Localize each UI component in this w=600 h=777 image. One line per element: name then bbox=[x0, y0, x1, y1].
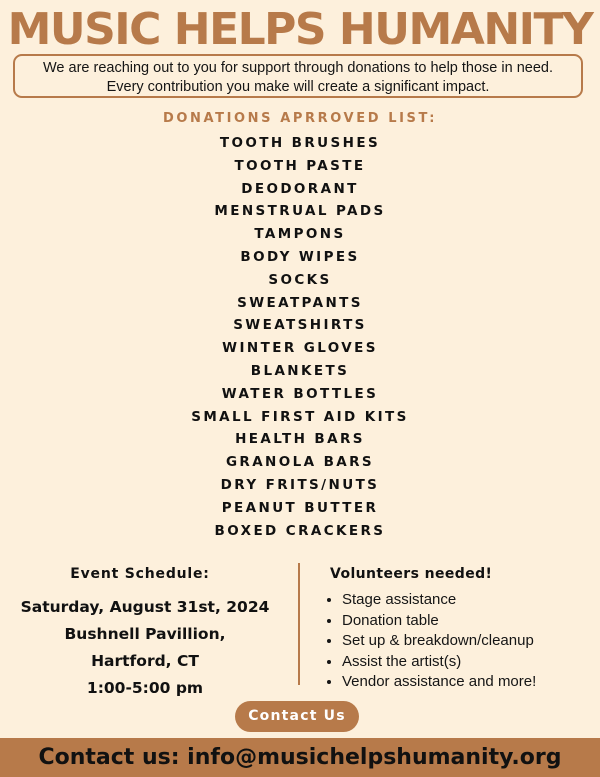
donation-item: BLANKETS bbox=[250, 362, 350, 379]
donation-item: DEODORANT bbox=[241, 180, 359, 197]
donation-item: SWEATSHIRTS bbox=[233, 317, 367, 334]
donation-item: PEANUT BUTTER bbox=[221, 499, 379, 516]
volunteers-list bbox=[318, 590, 598, 693]
contact-us-button[interactable]: Contact Us bbox=[235, 701, 359, 732]
event-time: 1:00-5:00 pm bbox=[86, 679, 204, 697]
event-schedule-heading: Event Schedule: bbox=[70, 566, 210, 582]
donation-item: WINTER GLOVES bbox=[222, 340, 378, 357]
donation-item: TOOTH PASTE bbox=[234, 157, 366, 174]
volunteers-heading: Volunteers needed! bbox=[330, 566, 493, 582]
intro-message: We are reaching out to you for support through donations to help those in need. Every contribution you make will create a significant impact. bbox=[13, 54, 583, 98]
donation-item: TAMPONS bbox=[254, 226, 346, 243]
donation-item: SWEATPANTS bbox=[237, 294, 363, 311]
donation-item: SMALL FIRST AID KITS bbox=[191, 408, 409, 425]
donation-item: SOCKS bbox=[268, 271, 332, 288]
donation-item: BODY WIPES bbox=[240, 248, 360, 265]
donation-item: DRY FRITS/NUTS bbox=[220, 476, 380, 493]
volunteers-section bbox=[318, 566, 598, 693]
donation-item: HEALTH BARS bbox=[235, 431, 365, 448]
donations-list-heading: DONATIONS APRROVED LIST: bbox=[162, 111, 438, 126]
donation-item: WATER BOTTLES bbox=[221, 385, 379, 402]
donation-item: BOXED CRACKERS bbox=[214, 522, 386, 539]
donation-item: GRANOLA BARS bbox=[225, 454, 375, 471]
event-city: Hartford, CT bbox=[91, 652, 199, 670]
volunteer-item: • Stage assistance bbox=[342, 590, 598, 611]
event-date: Saturday, August 31st, 2024 bbox=[20, 598, 270, 616]
volunteer-item: • Assist the artist(s) bbox=[342, 652, 598, 673]
page-title: MUSIC HELPS HUMANITY bbox=[7, 4, 593, 55]
event-venue: Bushnell Pavillion, bbox=[64, 625, 226, 643]
event-schedule bbox=[0, 566, 290, 702]
volunteer-item: • Donation table bbox=[342, 611, 598, 632]
volunteer-item: • Vendor assistance and more! bbox=[342, 672, 598, 693]
column-divider bbox=[298, 563, 300, 685]
donation-item: MENSTRUAL PADS bbox=[214, 203, 386, 220]
donation-item: TOOTH BRUSHES bbox=[219, 135, 381, 151]
volunteer-item: • Set up & breakdown/cleanup bbox=[342, 631, 598, 652]
footer-contact[interactable]: Contact us: info@musichelpshumanity.org bbox=[0, 738, 600, 777]
donations-list bbox=[0, 132, 600, 542]
